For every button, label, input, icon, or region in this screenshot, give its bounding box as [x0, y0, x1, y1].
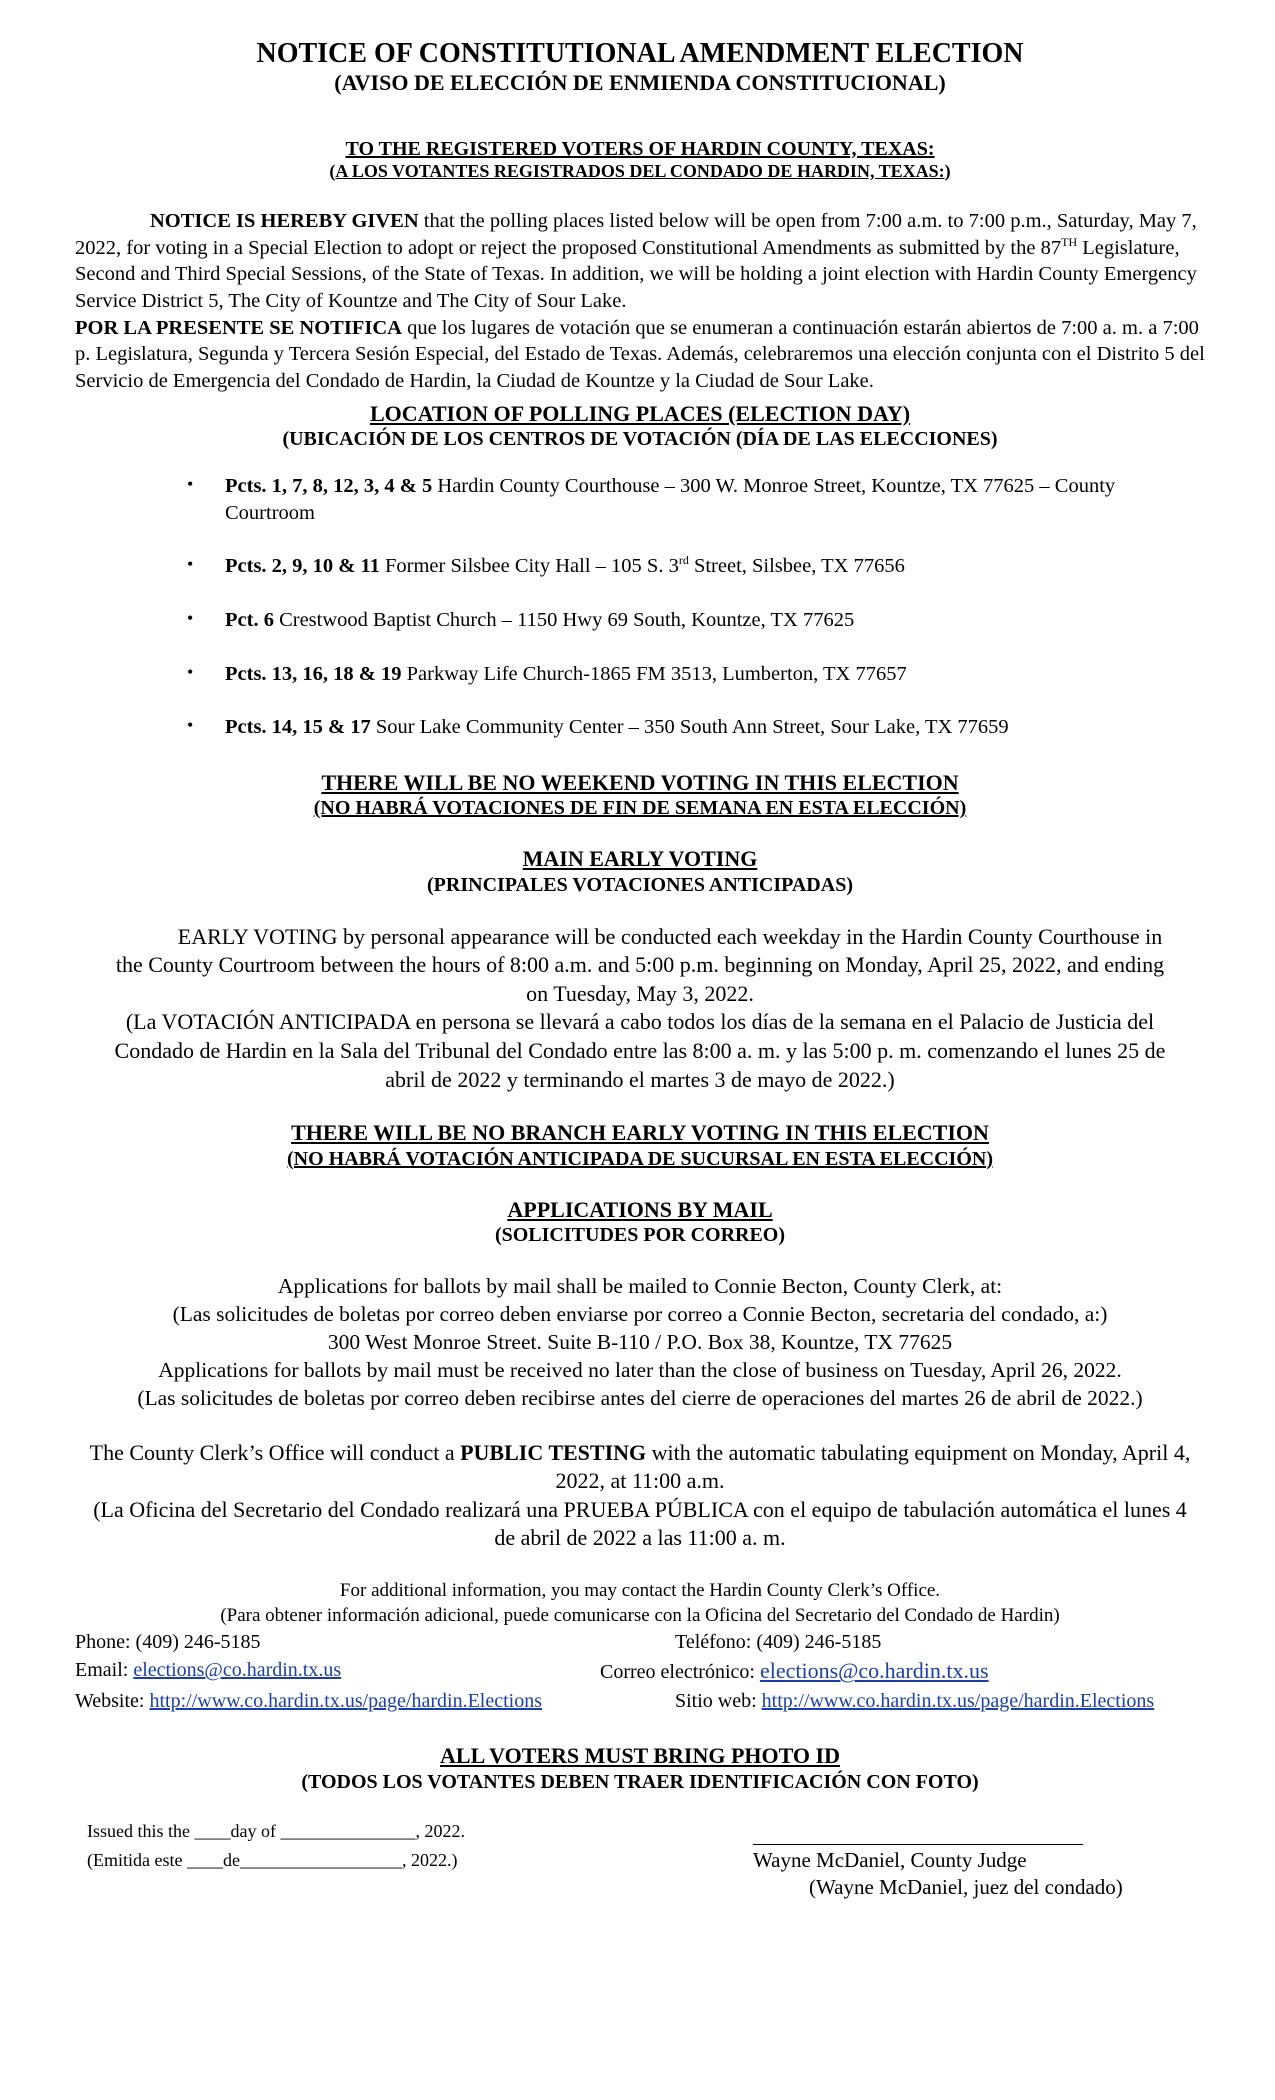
location: Crestwood Baptist Church – 1150 Hwy 69 South, Kountze, TX 77625 — [273, 608, 855, 631]
testing-block — [75, 1439, 1205, 1553]
phone-row — [75, 1628, 1205, 1656]
email-link-es[interactable]: elections@co.hardin.tx.us — [759, 1658, 989, 1684]
issued-line: Issued this the ____day of _______________, 2022. — [87, 1820, 465, 1841]
mail-heading: APPLICATIONS BY MAIL — [507, 1196, 773, 1222]
polling-place-item — [187, 714, 1205, 741]
no-branch-heading: THERE WILL BE NO BRANCH EARLY VOTING IN THIS ELECTION — [291, 1120, 989, 1146]
mail-heading-es: (SOLICITUDES POR CORREO) — [494, 1224, 786, 1247]
bullet-icon: • — [187, 554, 194, 575]
intro-lead-es: POR LA PRESENTE SE NOTIFICA — [75, 316, 402, 339]
no-weekend-heading: THERE WILL BE NO WEEKEND VOTING IN THIS ELECTION — [321, 769, 959, 795]
location: Sour Lake Community Center – 350 South Ann Street, Sour Lake, TX 77659 — [370, 716, 1009, 739]
bullet-icon: • — [187, 661, 194, 682]
voters-heading-es: (A LOS VOTANTES REGISTRADOS DEL CONDADO DE HARDIN, TEXAS:) — [329, 160, 951, 181]
bullet-icon: • — [187, 607, 194, 628]
signature-area — [75, 1820, 1205, 1930]
testing-text — [85, 1439, 1195, 1496]
location: Hardin County Courthouse – 300 W. Monroe Street, Kountze, TX 77625 – County Courtroom — [225, 475, 1116, 524]
precincts: Pcts. 1, 7, 8, 12, 3, 4 & 5 — [225, 475, 433, 498]
location-after: Street, Silsbee, TX 77656 — [688, 555, 905, 578]
phone-es: Teléfono: (409) 246-5185 — [675, 1631, 882, 1654]
website-label-es: Sitio web: — [675, 1690, 762, 1713]
intro-sup: TH — [1061, 234, 1078, 249]
no-branch-heading-es: (NO HABRÁ VOTACIÓN ANTICIPADA DE SUCURSAL EN ESTA ELECCIÓN) — [286, 1147, 993, 1170]
precincts: Pcts. 13, 16, 18 & 19 — [225, 662, 402, 685]
testing-post: with the automatic tabulating equipment on Monday, April 4, 2022, at 11:00 a.m. — [555, 1439, 1191, 1494]
email-label-es: Correo electrónico: — [600, 1661, 760, 1684]
early-voting-text-es: (La VOTACIÓN ANTICIPADA en persona se llevará a cabo todos los días de la semana en el Palacio de Justicia del Condado de Hardin en la Sala del Tribunal del Condado entre las 8:00 a. m. y las 5:00 p. m. comenzando el lunes 25 de abril de 2022 y terminando el martes 3 de mayo de 2022.) — [114, 1009, 1166, 1092]
signature-line — [753, 1820, 1083, 1845]
mail-address: 300 West Monroe Street. Suite B-110 / P.O. Box 38, Kountze, TX 77625 — [327, 1329, 953, 1354]
intro-text-1: that the polling places listed below will be open from 7:00 a.m. to 7:00 p.m., Saturday, May 7, 2022, for voting in a Special Election to adopt or reject the proposed Constitutional Amendments as submitted by the 87 — [75, 210, 1197, 259]
email-label: Email: — [75, 1659, 134, 1682]
contact-grid — [75, 1628, 1205, 1715]
intro-text-es: que los lugares de votación que se enumeran a continuación estarán abiertos de 7:00 a. m. a 7:00 p. Legislatura, Segunda y Tercera Sesión Especial, del Estado de Texas. Además, celebraremos una elección conjunta con el Distrito 5 del Servicio de Emergencia del Condado de Hardin, la Ciudad de Kountze y la Ciudad de Sour Lake. — [75, 316, 1205, 393]
early-voting-text: EARLY VOTING by personal appearance will be conducted each weekday in the Hardin County Courthouse in the County Courtroom between the hours of 8:00 a.m. and 5:00 p.m. beginning on Monday, April 25, 2022, and ending on Tuesday, May 3, 2022. — [115, 923, 1165, 1006]
website-link[interactable]: http://www.co.hardin.tx.us/page/hardin.Elections — [149, 1690, 542, 1713]
polling-heading: LOCATION OF POLLING PLACES (ELECTION DAY) — [369, 400, 911, 426]
early-voting-heading: MAIN EARLY VOTING — [522, 846, 758, 872]
issued-line-es: (Emitida este ____de__________________, 2022.) — [87, 1850, 458, 1871]
notice-title-es: (AVISO DE ELECCIÓN DE ENMIENDA CONSTITUCIONAL) — [334, 70, 946, 96]
email-link[interactable]: elections@co.hardin.tx.us — [133, 1659, 342, 1682]
polling-places-list — [75, 473, 1205, 741]
polling-place-item — [187, 661, 1205, 688]
testing-bold: PUBLIC TESTING — [460, 1439, 647, 1465]
bullet-icon: • — [187, 715, 194, 736]
mail-deadline: Applications for ballots by mail must be received no later than the close of business on Tuesday, April 26, 2022. — [158, 1357, 1122, 1382]
contact-intro-text-es: (Para obtener información adicional, puede comunicarse con la Oficina del Secretario del Condado de Hardin) — [220, 1604, 1060, 1626]
mail-deadline-es: (Las solicitudes de boletas por correo deben recibirse antes del cierre de operaciones del martes 26 de abril de 2022.) — [137, 1385, 1143, 1410]
precincts: Pcts. 2, 9, 10 & 11 — [225, 555, 380, 578]
signature-block — [753, 1820, 1123, 1902]
website-link-es[interactable]: http://www.co.hardin.tx.us/page/hardin.Elections — [761, 1690, 1155, 1713]
signer-name: Wayne McDaniel, County Judge — [753, 1847, 1027, 1872]
website-es — [675, 1687, 1154, 1715]
intro-paragraph-es — [75, 315, 1205, 395]
testing-text-es: (La Oficina del Secretario del Condado realizará una PRUEBA PÚBLICA con el equipo de tabulación automática el lunes 4 de abril de 2022 a las 11:00 a. m. — [93, 1496, 1187, 1551]
phone: Phone: (409) 246-5185 — [75, 1631, 261, 1654]
polling-heading-es: (UBICACIÓN DE LOS CENTROS DE VOTACIÓN (DÍA DE LAS ELECCIONES) — [282, 428, 998, 451]
no-weekend-heading-es: (NO HABRÁ VOTACIONES DE FIN DE SEMANA EN ESTA ELECCIÓN) — [313, 797, 967, 820]
bullet-icon: • — [187, 474, 194, 495]
voters-heading: TO THE REGISTERED VOTERS OF HARDIN COUNTY, TEXAS: — [345, 137, 935, 160]
contact-intro-text: For additional information, you may contact the Hardin County Clerk’s Office. — [339, 1580, 941, 1602]
testing-pre: The County Clerk’s Office will conduct a — [89, 1439, 461, 1465]
polling-place-item — [187, 607, 1205, 634]
website — [75, 1687, 675, 1715]
contact-intro — [75, 1579, 1205, 1628]
mail-line-es: (Las solicitudes de boletas por correo deben enviarse por correo a Connie Becton, secretaria del condado, a:) — [172, 1301, 1108, 1326]
signer-name-es: (Wayne McDaniel, juez del condado) — [809, 1874, 1123, 1899]
notice-title: NOTICE OF CONSTITUTIONAL AMENDMENT ELECTION — [256, 38, 1024, 69]
issued-block — [87, 1820, 465, 1873]
email-row — [75, 1656, 1205, 1687]
polling-place-item — [187, 553, 1205, 580]
photo-id-heading: ALL VOTERS MUST BRING PHOTO ID — [440, 1743, 840, 1769]
intro-lead: NOTICE IS HEREBY GIVEN — [150, 210, 419, 233]
polling-place-item — [187, 473, 1205, 526]
website-row — [75, 1687, 1205, 1715]
email-es — [600, 1656, 989, 1687]
location: Former Silsbee City Hall – 105 S. 3 — [379, 555, 679, 578]
mail-line: Applications for ballots by mail shall be mailed to Connie Becton, County Clerk, at: — [277, 1274, 1003, 1299]
precincts: Pct. 6 — [225, 608, 274, 631]
location: Parkway Life Church-1865 FM 3513, Lumberton, TX 77657 — [401, 662, 907, 685]
email — [75, 1656, 600, 1687]
intro-paragraph — [75, 208, 1205, 315]
location-sup: rd — [678, 553, 689, 568]
mail-block — [75, 1273, 1205, 1413]
precincts: Pcts. 14, 15 & 17 — [225, 716, 371, 739]
intro-text-2: Legislature, Second and Third Special Sessions, of the State of Texas. In addition, we will be holding a joint election with Hardin County Emergency Service District 5, The City of Kountze and The City of Sour Lake. — [75, 236, 1197, 313]
early-voting-heading-es: (PRINCIPALES VOTACIONES ANTICIPADAS) — [427, 873, 853, 896]
photo-id-heading-es: (TODOS LOS VOTANTES DEBEN TRAER IDENTIFICACIÓN CON FOTO) — [301, 1770, 979, 1793]
website-label: Website: — [75, 1690, 150, 1713]
